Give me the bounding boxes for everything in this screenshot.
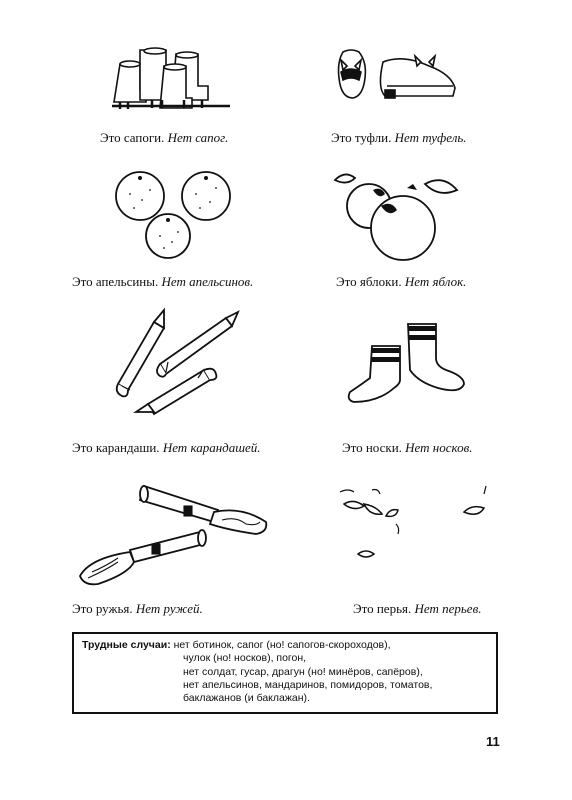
caption-apples: Это яблоки. Нет яблок.	[336, 274, 467, 289]
shoes-illustration	[333, 46, 459, 104]
note-row-1	[82, 639, 488, 652]
note-line-3: нет солдат, гусар, драгун (но! минёров, сапёров),	[183, 665, 423, 678]
note-line-1: нет ботинок, сапог (но! сапогов-скороходов),	[173, 639, 391, 651]
caption-feathers: Это перья. Нет перьев.	[353, 601, 482, 616]
caption-boots: Это сапоги. Нет сапог.	[100, 130, 229, 145]
page-number: 11	[486, 734, 500, 749]
caption-socks: Это носки. Нет носков.	[342, 440, 473, 455]
feathers-illustration	[336, 480, 496, 572]
caption-shoes: Это туфли. Нет туфель.	[331, 130, 467, 145]
oranges-illustration	[112, 168, 236, 260]
boots-illustration	[106, 42, 236, 112]
difficult-cases-box	[72, 632, 498, 714]
note-line-2: чулок (но! носков), погон,	[183, 652, 307, 665]
caption-guns: Это ружья. Нет ружей.	[72, 601, 203, 616]
note-line-4: нет апельсинов, мандаринов, помидоров, томатов,	[183, 678, 433, 691]
caption-oranges: Это апельсины. Нет апельсинов.	[72, 274, 254, 289]
socks-illustration	[344, 320, 468, 406]
caption-pencils: Это карандаши. Нет карандашей.	[72, 440, 261, 455]
apples-illustration	[333, 168, 461, 262]
pencils-illustration	[108, 306, 246, 420]
note-line-5: баклажанов (и баклажан).	[183, 692, 310, 705]
note-heading: Трудные случаи:	[82, 639, 171, 651]
guns-illustration	[76, 480, 272, 592]
